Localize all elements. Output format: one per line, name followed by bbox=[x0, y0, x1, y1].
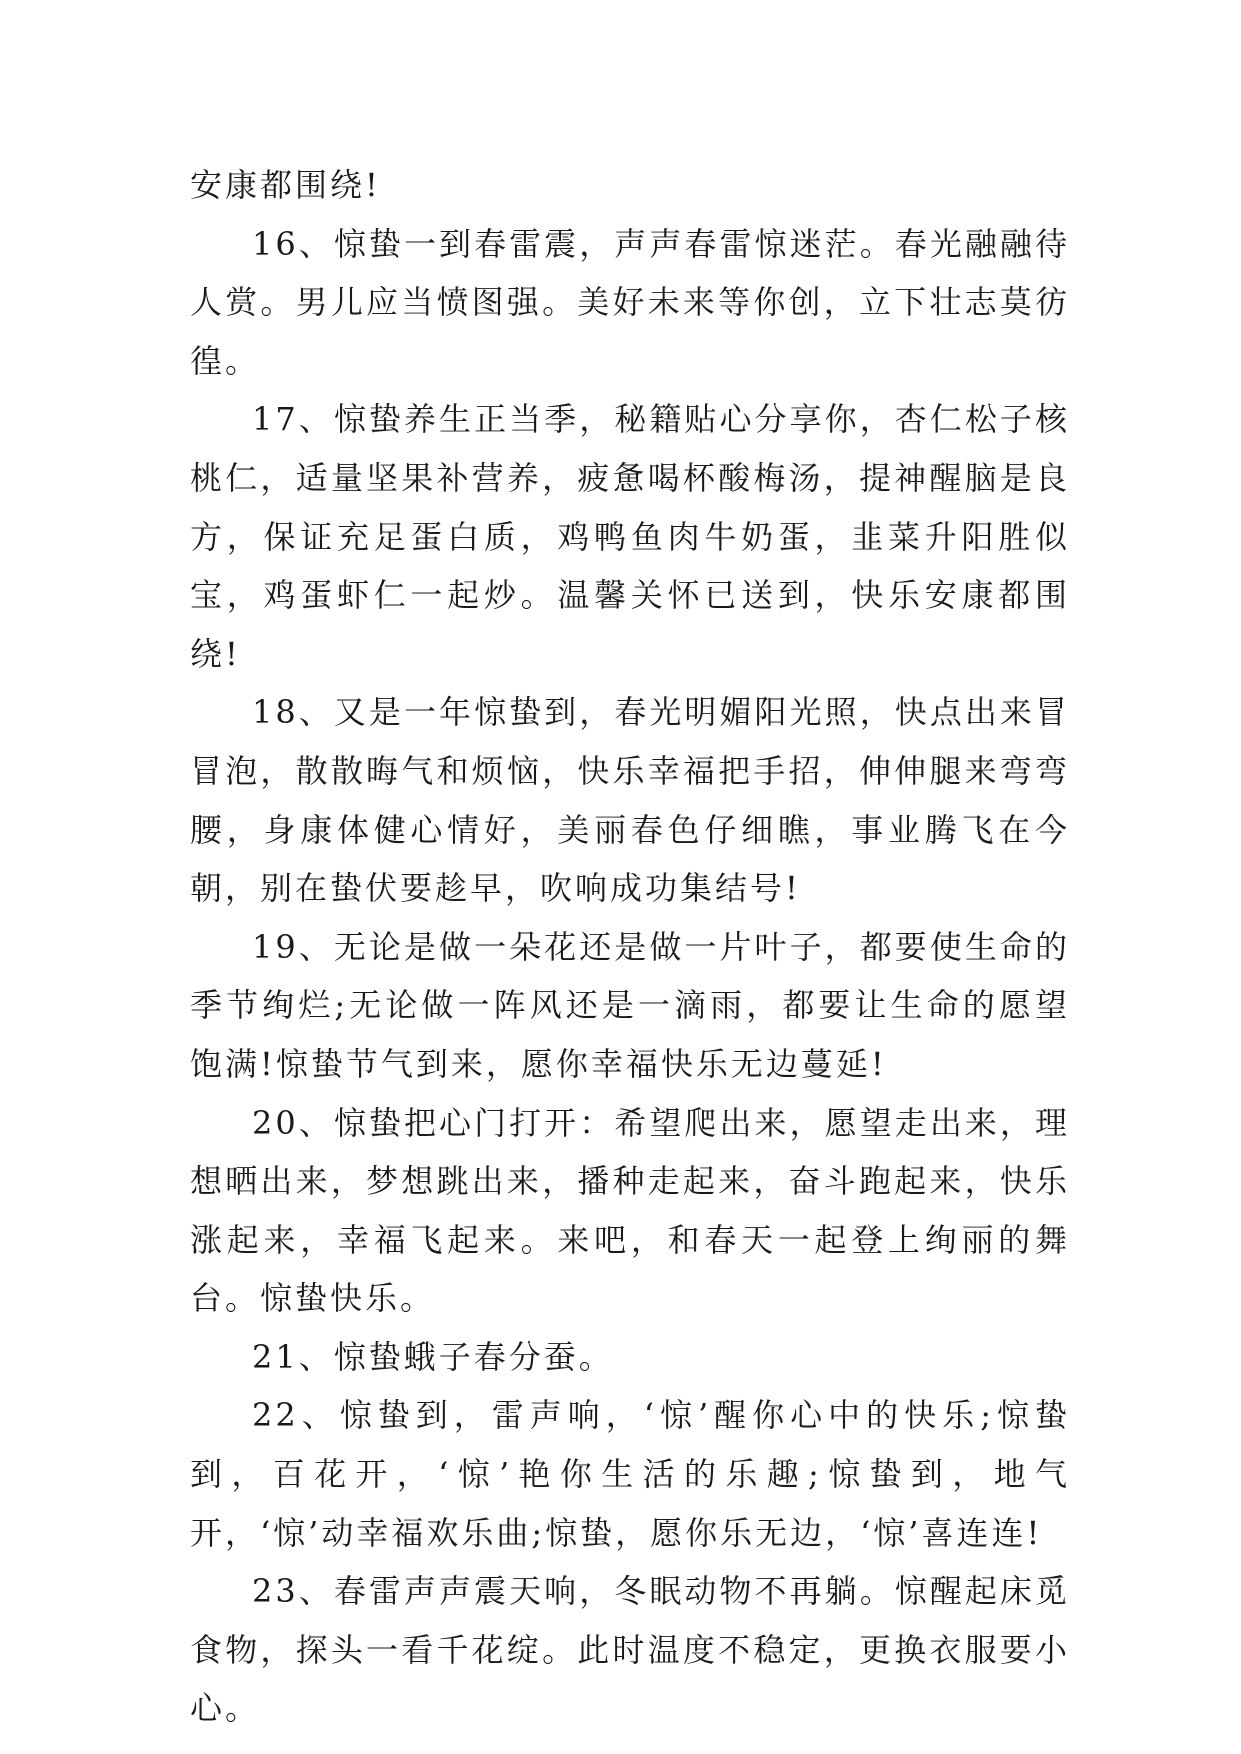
paragraph-18: 18、又是一年惊蛰到，春光明媚阳光照，快点出来冒冒泡，散散晦气和烦恼，快乐幸福把手招，伸伸腿来弯弯腰，身康体健心情好，美丽春色仔细瞧，事业腾飞在今朝，别在蛰伏要趁早，吹响成功集结号! bbox=[190, 693, 1070, 908]
paragraph-23: 23、春雷声声震天响，冬眠动物不再躺。惊醒起床觅食物，探头一看千花绽。此时温度不稳定，更换衣服要小心。 bbox=[190, 1572, 1070, 1728]
paragraph-continuation: 安康都围绕! bbox=[190, 166, 381, 204]
document-body bbox=[190, 156, 1070, 1738]
paragraph-16: 16、惊蛰一到春雷震，声声春雷惊迷茫。春光融融待人赏。男儿应当愤图强。美好未来等你创，立下壮志莫彷徨。 bbox=[190, 224, 1070, 380]
paragraph-17: 17、惊蛰养生正当季，秘籍贴心分享你，杏仁松子核桃仁，适量坚果补营养，疲惫喝杯酸梅汤，提神醒脑是良方，保证充足蛋白质，鸡鸭鱼肉牛奶蛋，韭菜升阳胜似宝，鸡蛋虾仁一起炒。温馨关怀已送到，快乐安康都围绕! bbox=[190, 400, 1070, 673]
paragraph-22: 22、惊蛰到，雷声响，‘惊’醒你心中的快乐;惊蛰到，百花开，‘惊’艳你生活的乐趣;惊蛰到，地气开，‘惊’动幸福欢乐曲;惊蛰，愿你乐无边，‘惊’喜连连! bbox=[190, 1396, 1070, 1552]
paragraph-19: 19、无论是做一朵花还是做一片叶子，都要使生命的季节绚烂;无论做一阵风还是一滴雨，都要让生命的愿望饱满!惊蛰节气到来，愿你幸福快乐无边蔓延! bbox=[190, 927, 1070, 1083]
paragraph-20: 20、惊蛰把心门打开：希望爬出来，愿望走出来，理想晒出来，梦想跳出来，播种走起来，奋斗跑起来，快乐涨起来，幸福飞起来。来吧，和春天一起登上绚丽的舞台。惊蛰快乐。 bbox=[190, 1103, 1070, 1318]
paragraph-21: 21、惊蛰蛾子春分蚕。 bbox=[252, 1337, 614, 1376]
